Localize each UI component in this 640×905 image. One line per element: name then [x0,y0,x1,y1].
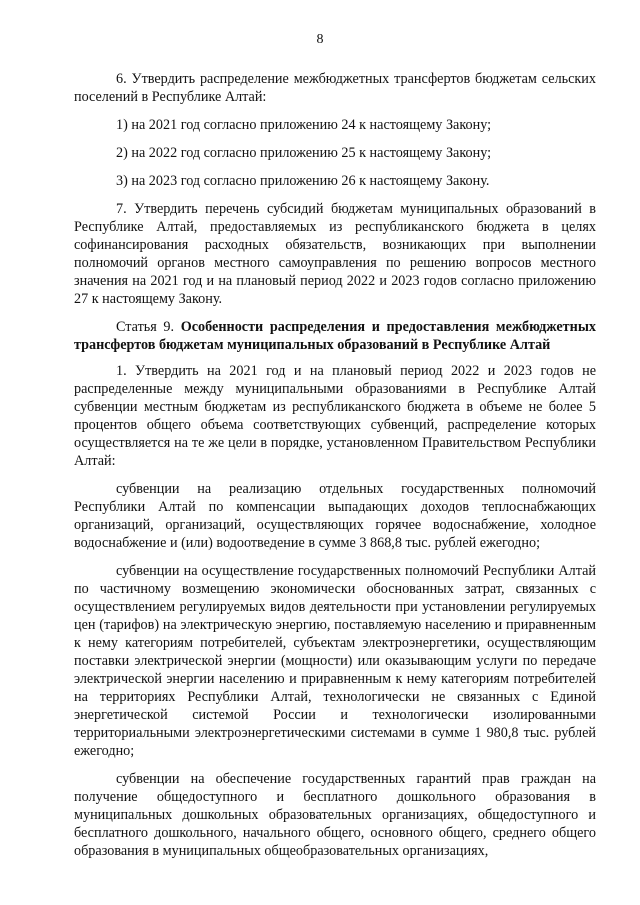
paragraph-item-7: 7. Утвердить перечень субсидий бюджетам муниципальных образований в Республике Алтай, предоставляемых из республиканского бюджета в целях софинансирования расходных обязательств, возникающих при выполнении полномочий органов местного самоуправления по решению вопросов местного значения на 2021 год и на плановый период 2022 и 2023 годов согласно приложению 27 к настоящему Закону. [74,201,596,307]
article-paragraph-1: 1. Утвердить на 2021 год и на плановый период 2022 и 2023 годов не распределенные между муниципальными образованиями в Республике Алтай субвенции местным бюджетам из республиканского бюджета в объеме не более 5 процентов общего объема соответствующих субвенций, распределение которых осуществляется на те же цели в порядке, установленном Правительством Республики Алтай: [74,363,596,469]
article-heading [74,318,596,354]
page-number: 8 [316,32,324,47]
article-label: Статья 9. [116,319,175,335]
paragraph-subitem-3: 3) на 2023 год согласно приложению 26 к настоящему Закону. [116,173,490,189]
article-paragraph-2: субвенции на реализацию отдельных государственных полномочий Республики Алтай по компенсации выпадающих доходов теплоснабжающих организаций, организаций, осуществляющих горячее водоснабжение, холодное водоснабжение и (или) водоотведение в сумме 3 868,8 тыс. рублей ежегодно; [74,481,596,551]
paragraph-subitem-2: 2) на 2022 год согласно приложению 25 к настоящему Закону; [116,145,492,161]
article-paragraph-3: субвенции на осуществление государственных полномочий Республики Алтай по частичному возмещению экономически обоснованных затрат, связанных с осуществлением регулируемых видов деятельности при установлении регулируемых цен (тарифов) на электрическую энергию, поставляемую населению и приравненным к нему категориям потребителей, субъектам электроэнергетики, осуществляющим поставки электрической энергии (мощности) или оказывающим услуги по передаче электрической энергии населению и приравненным к нему категориям потребителей на территориях Республики Алтай, технологически не связанных с Единой энергетической системой России и технологически изолированными территориальными электроэнергетическими системами в сумме 1 980,8 тыс. рублей ежегодно; [74,563,596,759]
article-title: Особенности распределения и предоставления межбюджетных трансфертов бюджетам муниципальных образований в Республике Алтай [74,319,596,353]
paragraph-subitem-1: 1) на 2021 год согласно приложению 24 к настоящему Закону; [116,117,492,133]
paragraph-item-6: 6. Утвердить распределение межбюджетных трансфертов бюджетам сельских поселений в Республике Алтай: [74,71,596,105]
document-body [74,70,596,860]
article-paragraph-4: субвенции на обеспечение государственных гарантий прав граждан на получение общедоступного и бесплатного дошкольного образования в муниципальных дошкольных образовательных организациях, общедоступного и бесплатного дошкольного, начального общего, основного общего, среднего общего образования в муниципальных общеобразовательных организациях, [74,771,596,859]
